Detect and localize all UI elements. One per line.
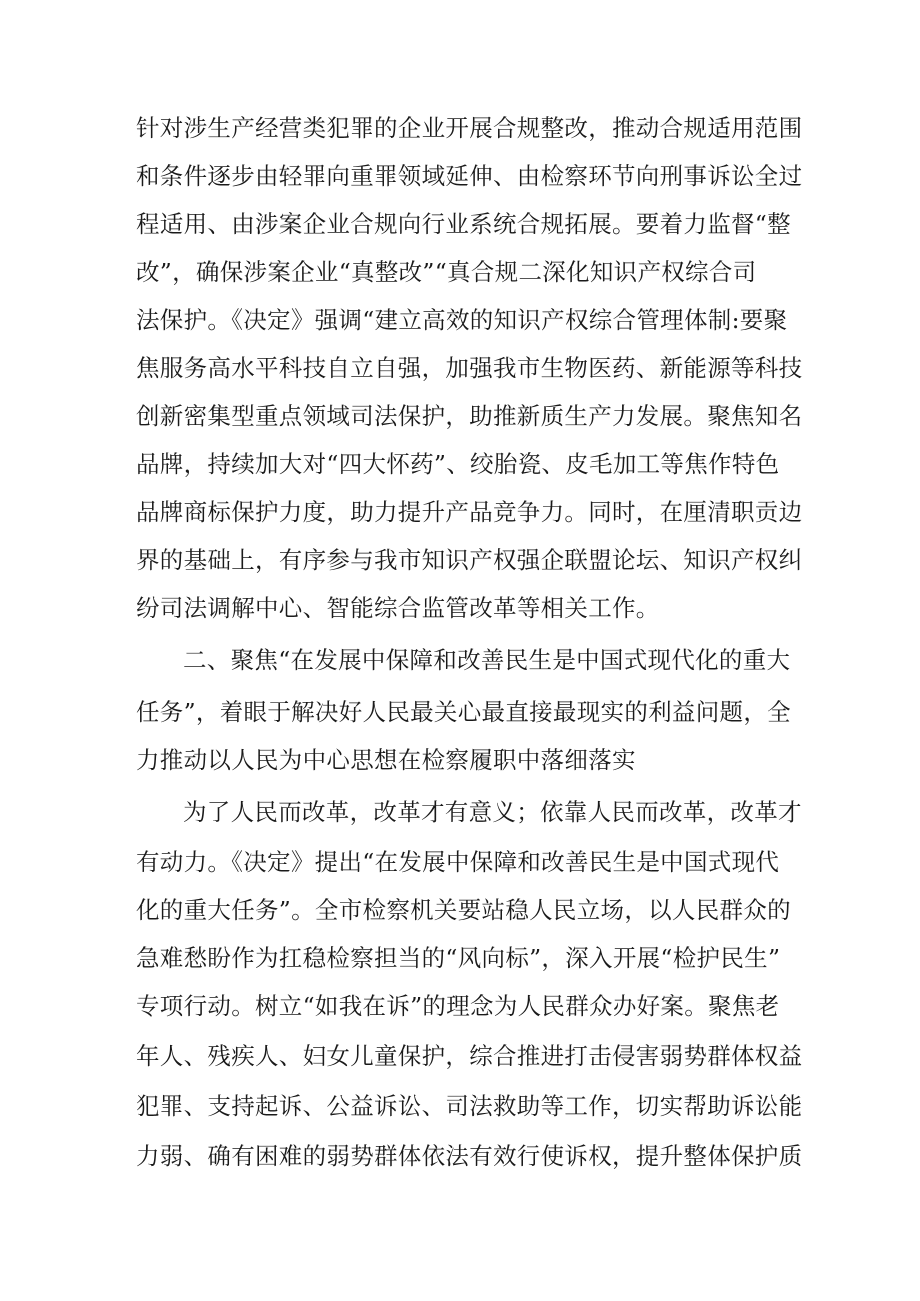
text-line-3: 程适用、由涉案企业合规向行业系统合规拓展。要着力监督“整 xyxy=(136,210,791,238)
text-line-21: 犯罪、支持起诉、公益诉讼、司法救助等工作，切实帮助诉讼能 xyxy=(136,1092,803,1120)
text-line-16: 有动力。《决定》提出“在发展中保障和改善民生是中国式现代 xyxy=(136,848,780,876)
text-line-11: 纷司法调解中心、智能综合监管改革等相关工作。 xyxy=(136,594,660,622)
text-line-19: 专项行动。树立“如我在诉”的理念为人民群众办好案。聚焦老 xyxy=(136,992,780,1020)
text-line-22: 力弱、确有困难的弱势群体依法有效行使诉权，提升整体保护质 xyxy=(136,1142,803,1170)
text-line-1: 针对涉生产经营类犯罪的企业开展合规整改，推动合规适用范围 xyxy=(136,114,803,142)
text-line-18: 急难愁盼作为扛稳检察担当的“风向标”，深入开展“检护民生” xyxy=(136,944,781,972)
text-line-5: 法保护。《决定》强调“建立高效的知识产权综合管理体制:要聚 xyxy=(136,306,788,334)
text-line-9: 品牌商标保护力度，助力提升产品竞争力。同时，在厘清职贡边 xyxy=(136,498,803,526)
text-line-7: 创新密集型重点领域司法保护，助推新质生产力发展。聚焦知名 xyxy=(136,402,803,430)
section-heading-line-3: 力推动以人民为中心思想在检察履职中落细落实 xyxy=(136,746,636,774)
text-line-6: 焦服务高水平科技自立自强，加强我市生物医药、新能源等科技 xyxy=(136,354,803,382)
section-heading-line-2: 任务”，着眼于解决好人民最关心最直接最现实的利益问题，全 xyxy=(136,698,791,726)
section-heading-line-1: 二、聚焦“在发展中保障和改善民生是中国式现代化的重大 xyxy=(183,646,791,674)
text-line-17: 化的重大任务”。全市检察机关要站稳人民立场，以人民群众的 xyxy=(136,896,791,924)
text-line-10: 界的基础上，有序参与我市知识产权强企联盟论坛、知识产权纠 xyxy=(136,546,803,574)
text-line-15: 为了人民而改革，改革才有意义；依靠人民而改革，改革才 xyxy=(183,798,802,826)
text-line-20: 年人、残疾人、妇女儿童保护，综合推进打击侵害弱势群体权益 xyxy=(136,1042,803,1070)
text-line-4: 改”，确保涉案企业“真整改”“真合规二深化知识产权综合司 xyxy=(136,258,757,286)
text-line-8: 品牌，持续加大对“四大怀药”、绞胎瓷、皮毛加工等焦作特色 xyxy=(136,450,780,478)
text-line-2: 和条件逐步由轻罪向重罪领域延伸、由检察环节向刑事诉讼全过 xyxy=(136,162,803,190)
